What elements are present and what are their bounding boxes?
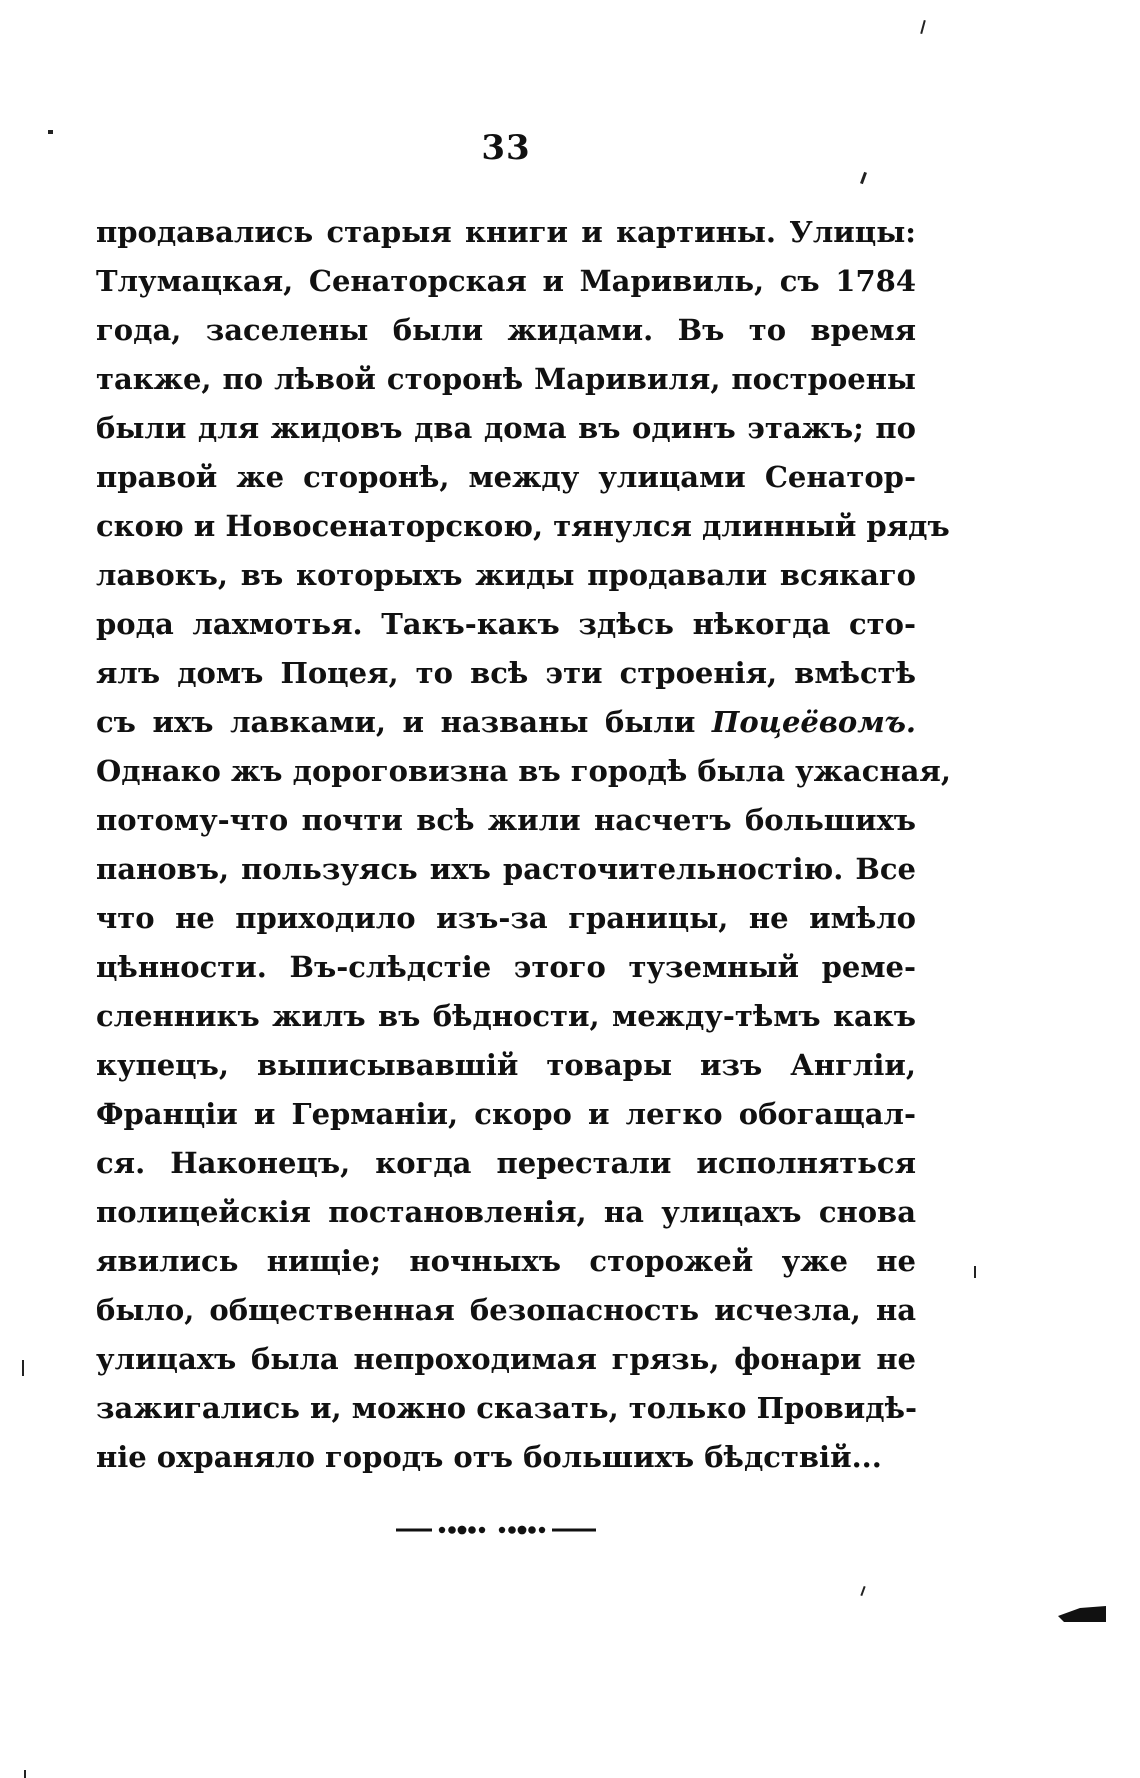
margin-speck: [860, 172, 867, 184]
text-line-23: было, общественная безопасность исчезла, на: [96, 1293, 916, 1327]
margin-speck: [48, 130, 53, 134]
text-line-21: полицейскія постановленія, на улицахъ снова: [96, 1195, 916, 1229]
text-line-9: рода лахмотья. Такъ-какъ здѣсь нѣкогда сто-: [96, 607, 916, 641]
text-line-7: скою и Новосенаторскою, тянулся длинный рядъ: [96, 509, 950, 543]
text-line-19: Франціи и Германіи, скоро и легко обогащал-: [96, 1097, 916, 1131]
text-line-18: купецъ, выписывавшій товары изъ Англіи,: [96, 1048, 916, 1082]
body-text: [96, 208, 951, 1482]
text-line-5: были для жидовъ два дома въ одинъ этажъ; по: [96, 411, 916, 445]
text-line-1: продавались старыя книги и картины. Улицы:: [96, 215, 916, 249]
text-line-16: цѣнности. Въ-слѣдстіе этого туземный реме-: [96, 950, 916, 984]
section-end-ornament: [392, 1518, 602, 1542]
text-line-6: правой же сторонѣ, между улицами Сенатор-: [96, 460, 916, 494]
text-line-17: сленникъ жилъ въ бѣдности, между-тѣмъ какъ: [96, 999, 916, 1033]
margin-speck: [920, 20, 926, 34]
text-line-13: потому-что почти всѣ жили насчетъ большихъ: [96, 803, 916, 837]
page-number: 33: [481, 128, 531, 168]
text-line-26: ніе охраняло городъ отъ большихъ бѣдствій...: [96, 1440, 882, 1474]
margin-speck: [974, 1266, 976, 1278]
text-line-12: Однако жъ дороговизна въ городѣ была ужасная,: [96, 754, 951, 788]
margin-speck: [24, 1770, 26, 1778]
text-line-14: пановъ, пользуясь ихъ расточительностію. Все: [96, 852, 916, 886]
text-line-8: лавокъ, въ которыхъ жиды продавали всякаго: [96, 558, 916, 592]
text-line-20: ся. Наконецъ, когда перестали исполняться: [96, 1146, 916, 1180]
page-edge-tab: [1058, 1602, 1106, 1624]
text-line-15: что не приходило изъ-за границы, не имѣло: [96, 901, 916, 935]
margin-speck: [860, 1586, 865, 1596]
text-line-25: зажигались и, можно сказать, только Провидѣ-: [96, 1391, 918, 1425]
text-line-10: ялъ домъ Поцея, то всѣ эти строенія, вмѣстѣ: [96, 656, 916, 690]
margin-speck: [22, 1360, 24, 1376]
text-line-11: [96, 698, 916, 747]
text-line-4: также, по лѣвой сторонѣ Маривиля, построены: [96, 362, 916, 396]
italic-term: Поцеёвомъ.: [711, 705, 916, 739]
text-line-24: улицахъ была непроходимая грязь, фонари не: [96, 1342, 916, 1376]
text-line-22: явились нищіе; ночныхъ сторожей уже не: [96, 1244, 916, 1278]
text-line-2: Тлумацкая, Сенаторская и Маривиль, съ 1784: [96, 264, 916, 298]
text-line-11-main: съ ихъ лавками, и названы были: [96, 705, 696, 739]
text-line-3: года, заселены были жидами. Въ то время: [96, 313, 916, 347]
